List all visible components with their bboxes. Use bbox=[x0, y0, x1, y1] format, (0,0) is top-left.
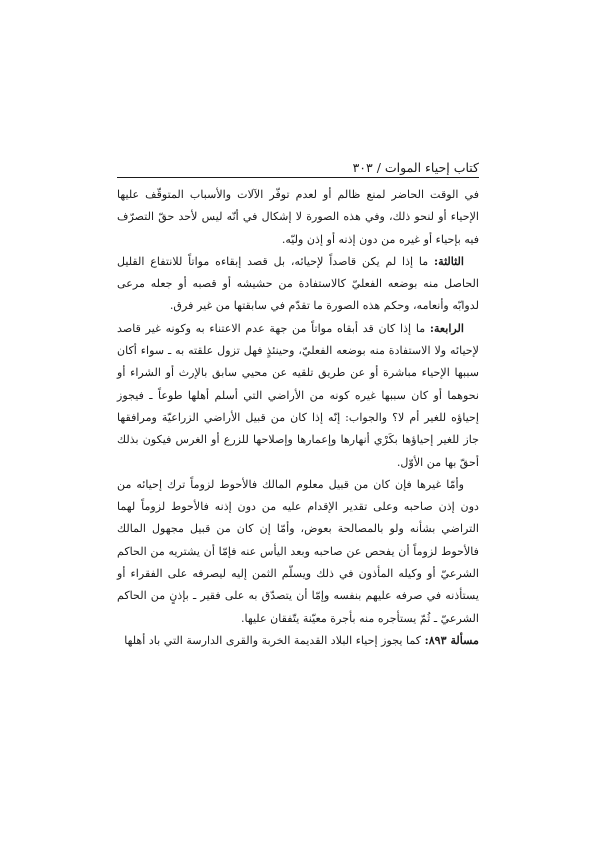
running-header bbox=[117, 154, 479, 176]
paragraph-text: ما إذا لم يكن قاصداً لإحيائه، بل قصد إبقاءه مواتاً للانتفاع القليل الحاصل منه بوضعه الفعليّ كالاستفادة من حشيشه أو قصبه أو جعله مرعى لدوابّه وأنعامه، وحكم هذه الصورة ما تقدّم في سابقتها من غير فرق. bbox=[117, 254, 479, 313]
paragraph-fourth-case bbox=[117, 318, 479, 474]
running-title: كتاب إحياء الموات / ٣٠٣ bbox=[352, 160, 479, 175]
body-text bbox=[117, 184, 479, 652]
paragraph-text: ما إذا كان قد أبقاه مواتاً من جهة عدم الاعتناء به وكونه غير قاصد لإحيائه ولا الاستفادة منه بوضعه الفعليّ، وحينئذٍ فهل تزول علقته به ـ سواء أكان سببها الإحياء مباشرة أو عن طريق تلقيه عن محيي سابق بالإرث أو الشراء أو نحوهما أو كان سببها غيره كونه من الأراضي التي أسلم أهلها طوعاً ـ فيجوز إحياؤه للغير أم لا؟ والجواب: إنّه إذا كان من قبيل الأراضي الزراعيّة ومرافقها جاز للغير إحياؤها بكَرْي أنهارها وإعمارها وإصلاحها للزرع أو الغرس فيكون بذلك أحقّ بها من الأوّل. bbox=[117, 321, 479, 469]
paragraph-continuation bbox=[117, 184, 479, 251]
header-divider bbox=[117, 177, 479, 178]
paragraph-text: في الوقت الحاضر لمنع ظالم أو لعدم توفّر الآلات والأسباب المتوقّف عليها الإحياء أو لنحو ذلك، وفي هذه الصورة لا إشكال في أنّه ليس لأحد حقّ التصرّف فيه بإحياء أو غيره من دون إذنه أو إذن وليّه. bbox=[117, 188, 479, 246]
paragraph-third-case bbox=[117, 251, 479, 318]
paragraph-issue-893 bbox=[117, 630, 479, 652]
paragraph-lead: الرابعة: bbox=[429, 321, 464, 335]
paragraph-other-lands bbox=[117, 474, 479, 630]
paragraph-lead: الثالثة: bbox=[434, 254, 464, 268]
paragraph-text: كما يجوز إحياء البلاد القديمة الخربة والقرى الدارسة التي باد أهلها bbox=[124, 633, 425, 647]
issue-number-label: مسألة ٨٩٣: bbox=[424, 633, 479, 647]
paragraph-text: وأمّا غيرها فإن كان من قبيل معلوم المالك فالأحوط لزوماً ترك إحيائه من دون إذن صاحبه وعلى تقدير الإقدام عليه من دون إذنه فالأحوط لزوماً لهما التراضي بشأنه ولو بالمصالحة بعوض، وأمّا إن كان من قبيل مجهول المالك فالأحوط لزوماً أن يفحص عن صاحبه وبعد اليأس عنه فإمّا أن يشتريه من الحاكم الشرعيّ أو وكيله المأذون في ذلك ويسلّم الثمن إليه ليصرفه على الفقراء أو يستأذنه في صرفه عليهم بنفسه وإمّا أن يتصدّق به على فقير ـ بإذنٍ من الحاكم الشرعيّ ـ ثُمّ يستأجره منه بأجرة معيّنة يتّفقان عليها. bbox=[117, 477, 479, 625]
